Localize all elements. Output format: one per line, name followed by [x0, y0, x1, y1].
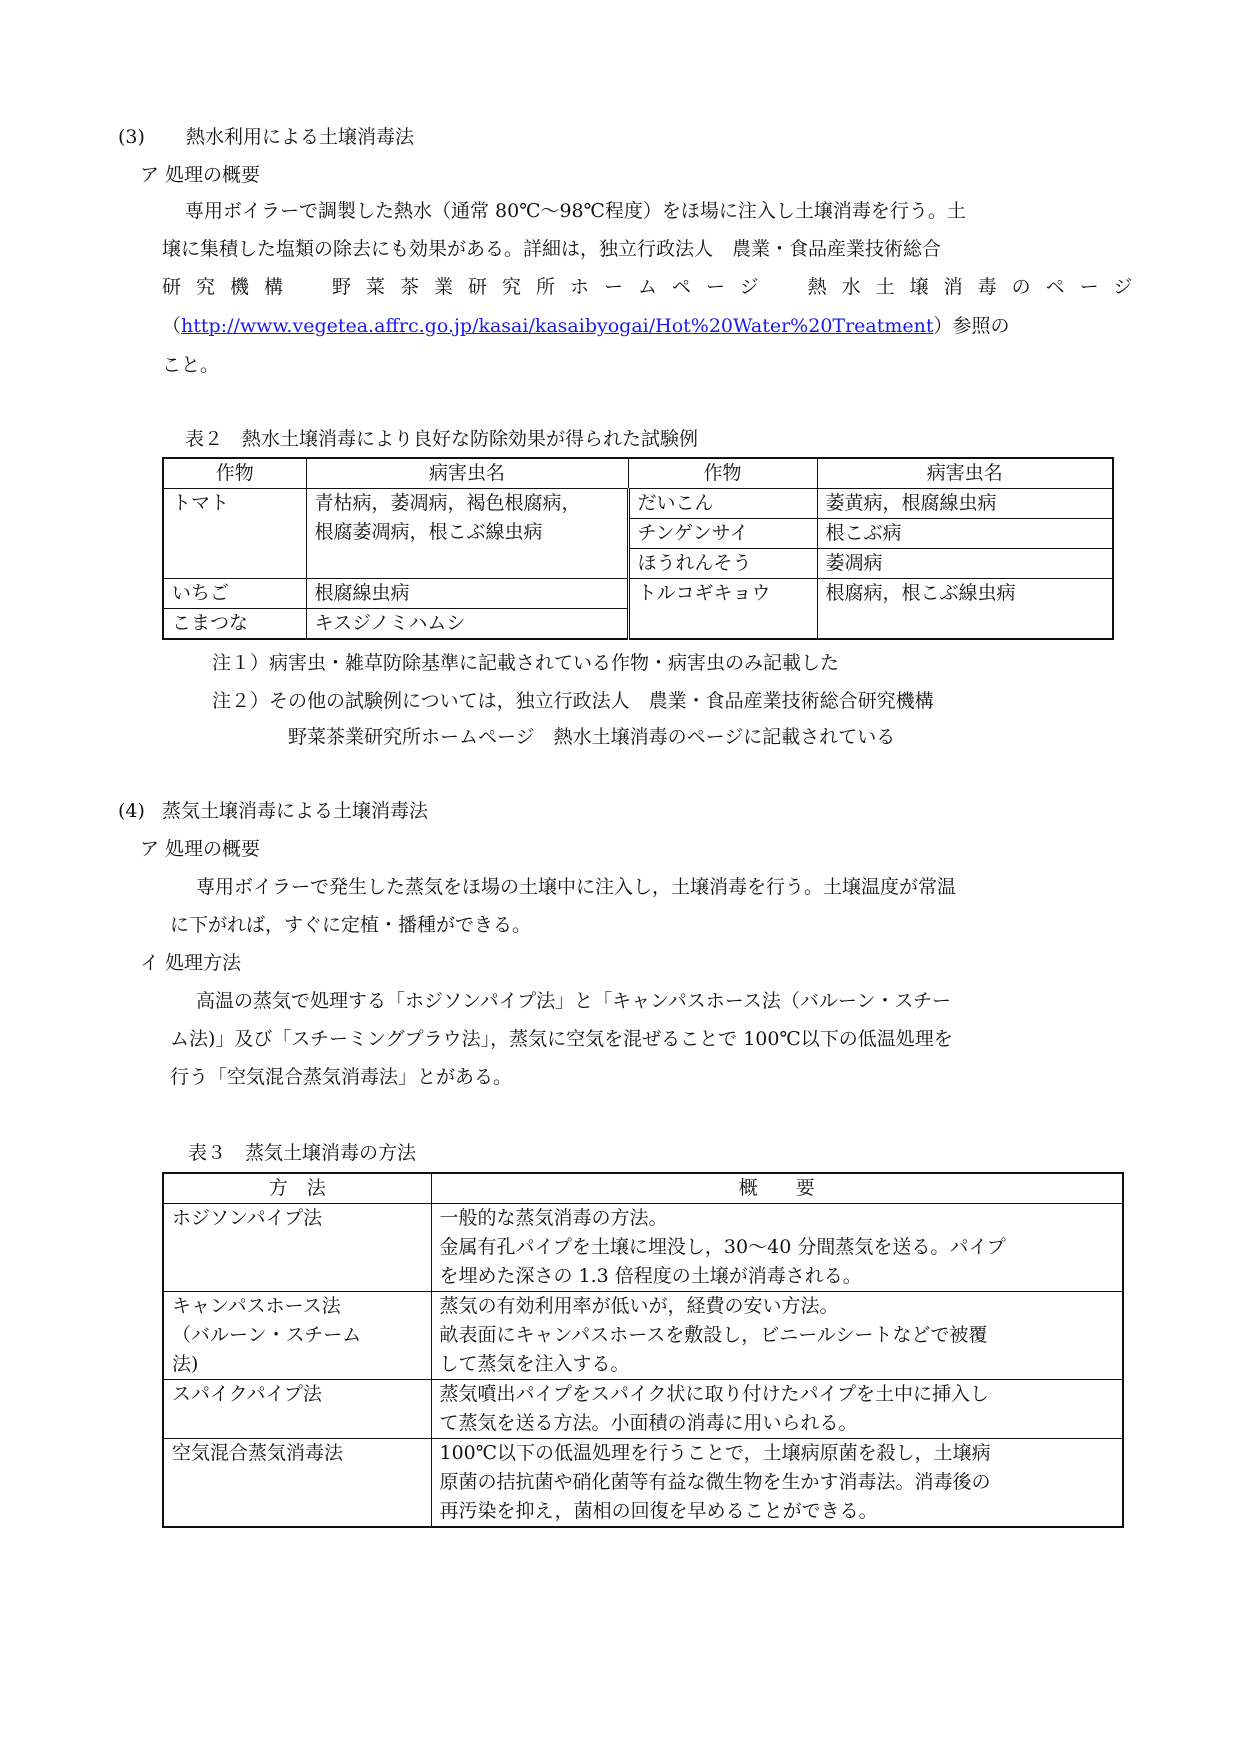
section3-para-line1: 専用ボイラーで調製した熱水（通常 80℃～98℃程度）をほ場に注入し土壌消毒を行う。土: [185, 200, 966, 222]
table2-pest-tomato: [306, 489, 628, 579]
table-row: [163, 1292, 1123, 1380]
table2-header-crop-right: 作物: [628, 458, 817, 489]
desc-line: 金属有孔パイプを土壌に埋没し，30～40 分間蒸気を送る。パイプ: [439, 1236, 1006, 1258]
table2-header-pest: 病害虫名: [306, 458, 628, 489]
section4-para-a-line1: 専用ボイラーで発生した蒸気をほ場の土壌中に注入し，土壌消毒を行う。土壌温度が常温: [196, 876, 957, 898]
pest-line: 根腐萎凋病，根こぶ線虫病: [314, 521, 543, 543]
desc-line: 蒸気噴出パイプをスパイク状に取り付けたパイプを土中に挿入し: [439, 1383, 989, 1405]
table-row: [163, 1439, 1123, 1528]
table2-pest-strawberry: 根腐線虫病: [306, 579, 628, 609]
table3-desc-hodgson: [431, 1204, 1123, 1292]
table3-header-summary: 概 要: [431, 1173, 1123, 1204]
method-line: キャンパスホース法: [172, 1295, 341, 1317]
method-line: ホジソンパイプ法: [172, 1207, 323, 1229]
paren-close-reference: ）参照の: [933, 315, 1010, 337]
table3-header-method: 方 法: [163, 1173, 431, 1204]
table2-crop-tomato: トマト: [163, 489, 306, 579]
table3-method-canvas-hose: [163, 1292, 431, 1380]
vegetea-link[interactable]: http://www.vegetea.affrc.go.jp/kasai/kasaibyogai/Hot%20Water%20Treatment: [181, 315, 934, 337]
desc-line: 100℃以下の低温処理を行うことで，土壌病原菌を殺し，土壌病: [439, 1442, 991, 1464]
desc-line: を埋めた深さの 1.3 倍程度の土壌が消毒される。: [439, 1265, 862, 1287]
section4-para-i-line1: 高温の蒸気で処理する「ホジソンパイプ法」と「キャンパスホース法（バルーン・スチー: [196, 990, 952, 1012]
table2-note2-line2: 野菜茶業研究所ホームページ 熱水土壌消毒のページに記載されている: [288, 726, 896, 748]
section3-number: (3): [118, 126, 145, 148]
method-line: スパイクパイプ法: [172, 1383, 322, 1405]
section4-number: (4): [118, 800, 145, 822]
section4-heading: 蒸気土壌消毒による土壌消毒法: [162, 800, 429, 822]
table-row: [163, 1204, 1123, 1292]
table3-method-hodgson: [163, 1204, 431, 1292]
method-line: 空気混合蒸気消毒法: [172, 1442, 344, 1464]
table2-note1: 注１）病害虫・雑草防除基準に記載されている作物・病害虫のみ記載した: [212, 652, 840, 674]
section3-para-line4: [162, 317, 1010, 336]
pest-line: 青枯病，萎凋病，褐色根腐病，: [314, 492, 581, 514]
table3-method-spike-pipe: [163, 1380, 431, 1439]
table2-note2-line1: 注２）その他の試験例については，独立行政法人 農業・食品産業技術総合研究機構: [212, 690, 934, 712]
desc-line: 一般的な蒸気消毒の方法。: [439, 1207, 668, 1229]
section4-subheading-a: ア 処理の概要: [140, 838, 261, 860]
table2: [162, 457, 1114, 640]
table3-desc-air-steam: [431, 1439, 1123, 1528]
desc-line: 原菌の拮抗菌や硝化菌等有益な微生物を生かす消毒法。消毒後の: [439, 1471, 991, 1493]
table2-caption: 表２ 熱水土壌消毒により良好な防除効果が得られた試験例: [185, 428, 699, 450]
desc-line: して蒸気を注入する。: [439, 1353, 630, 1375]
table2-crop-strawberry: いちご: [163, 579, 306, 609]
table2-crop-spinach: ほうれんそう: [628, 549, 817, 579]
table2-header-row: [163, 458, 1113, 489]
table3: [162, 1172, 1124, 1528]
desc-line: て蒸気を送る方法。小面積の消毒に用いられる。: [439, 1412, 858, 1434]
section3-heading: 熱水利用による土壌消毒法: [186, 126, 415, 148]
table2-crop-eustoma: トルコギキョウ: [628, 579, 817, 640]
table2-pest-eustoma: 根腐病，根こぶ線虫病: [817, 579, 1113, 640]
table2-pest-spinach: 萎凋病: [817, 549, 1113, 579]
table2-header-pest-right: 病害虫名: [817, 458, 1113, 489]
table3-caption: 表３ 蒸気土壌消毒の方法: [188, 1142, 417, 1164]
method-line: （バルーン・スチーム: [172, 1324, 362, 1346]
section3-para-line3: 研究機構 野菜茶業研究所ホームページ 熱水土壌消毒のページ: [162, 276, 1148, 298]
table2-crop-chingensai: チンゲンサイ: [628, 519, 817, 549]
table2-crop-komatsuna: こまつな: [163, 609, 306, 640]
table2-pest-chingensai: 根こぶ病: [817, 519, 1113, 549]
paren-open: （: [162, 315, 182, 337]
table3-header-row: [163, 1173, 1123, 1204]
method-line: 法): [172, 1353, 199, 1375]
table2-pest-daikon: 萎黄病，根腐線虫病: [817, 489, 1113, 519]
section3-subheading-a: ア 処理の概要: [140, 164, 261, 186]
table-row: [163, 579, 1113, 609]
table3-desc-spike-pipe: [431, 1380, 1123, 1439]
table2-header-crop: 作物: [163, 458, 306, 489]
table-row: [163, 1380, 1123, 1439]
table2-pest-komatsuna: キスジノミハムシ: [306, 609, 628, 640]
section4-subheading-i: イ 処理方法: [140, 952, 242, 974]
table2-crop-daikon: だいこん: [628, 489, 817, 519]
table-row: [163, 489, 1113, 519]
desc-line: 畝表面にキャンパスホースを敷設し，ビニールシートなどで被覆: [439, 1324, 988, 1346]
section4-para-i-line3: 行う「空気混合蒸気消毒法」とがある。: [170, 1066, 513, 1088]
desc-line: 再汚染を抑え，菌相の回復を早めることができる。: [439, 1500, 878, 1522]
table3-method-air-steam: [163, 1439, 431, 1528]
section4-para-i-line2: ム法)」及び「スチーミングプラウ法」，蒸気に空気を混ぜることで 100℃以下の低温処理を: [170, 1028, 953, 1050]
desc-line: 蒸気の有効利用率が低いが，経費の安い方法。: [439, 1295, 839, 1317]
section3-para-line5: こと。: [162, 354, 220, 376]
section4-para-a-line2: に下がれば，すぐに定植・播種ができる。: [170, 914, 532, 936]
table3-desc-canvas-hose: [431, 1292, 1123, 1380]
section3-para-line2: 壌に集積した塩類の除去にも効果がある。詳細は，独立行政法人 農業・食品産業技術総合: [162, 238, 942, 260]
